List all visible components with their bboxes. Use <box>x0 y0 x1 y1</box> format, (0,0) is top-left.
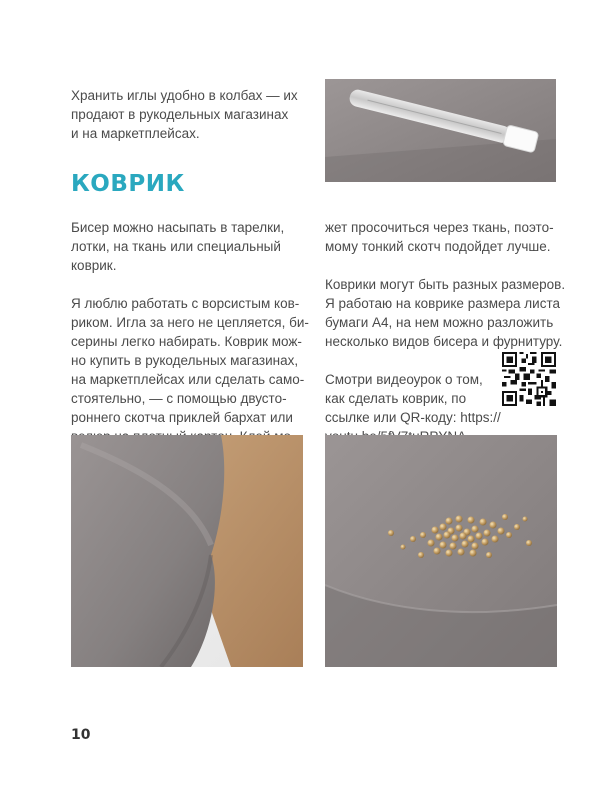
beads-on-mat-photo <box>325 435 557 667</box>
text-line: как сделать коврик, по <box>325 391 467 406</box>
needle-tube-image <box>325 79 556 182</box>
page-number: 10 <box>71 727 91 743</box>
intro-line: продают в рукодельных магазинах <box>71 107 289 122</box>
text-line: мому тонкий скотч подойдет лучше. <box>325 239 551 254</box>
paragraph <box>325 218 565 256</box>
intro-line: Хранить иглы удобно в колбах — их <box>71 88 298 103</box>
text-line: Коврики могут быть разных размеров. <box>325 277 566 292</box>
text-line: лотки, на ткань или специальный <box>71 239 281 254</box>
text-line: но купить в рукодельных магазинах, <box>71 353 299 368</box>
beads-on-mat-image <box>325 435 557 667</box>
text-line: стоятельно, — с помощью двусто- <box>71 391 287 406</box>
text-line: Бисер можно насыпать в тарелки, <box>71 220 285 235</box>
intro-text <box>71 86 298 143</box>
text-line: коврик. <box>71 258 117 273</box>
text-line: роннего скотча приклей бархат или <box>71 410 293 425</box>
needle-tube-photo <box>325 79 556 182</box>
text-line: риком. Игла за него не цепляется, би- <box>71 315 309 330</box>
paragraph <box>325 275 565 351</box>
right-column-text <box>325 218 565 465</box>
paragraph <box>71 218 309 275</box>
text-line: ссылке или QR-коду: https:// <box>325 410 501 425</box>
paragraph <box>71 294 309 446</box>
text-line: на маркетплейсах или сделать само- <box>71 372 305 387</box>
text-line: несколько видов бисера и фурнитуру. <box>325 334 563 349</box>
text-line: серины легко набирать. Коврик мож- <box>71 334 302 349</box>
section-heading: КОВРИК <box>71 171 185 197</box>
text-line: бумаги А4, на нем можно разложить <box>325 315 554 330</box>
text-line: Смотри видеоурок о том, <box>325 372 483 387</box>
velvet-mat-cardboard-photo <box>71 435 303 667</box>
intro-line: и на маркетплейсах. <box>71 126 200 141</box>
text-line: Я люблю работать с ворсистым ков- <box>71 296 300 311</box>
velvet-mat-image <box>71 435 303 667</box>
text-line: жет просочиться через ткань, поэто- <box>325 220 554 235</box>
qr-code-icon[interactable] <box>502 352 556 406</box>
left-column-text <box>71 218 309 465</box>
text-line: Я работаю на коврике размера листа <box>325 296 561 311</box>
